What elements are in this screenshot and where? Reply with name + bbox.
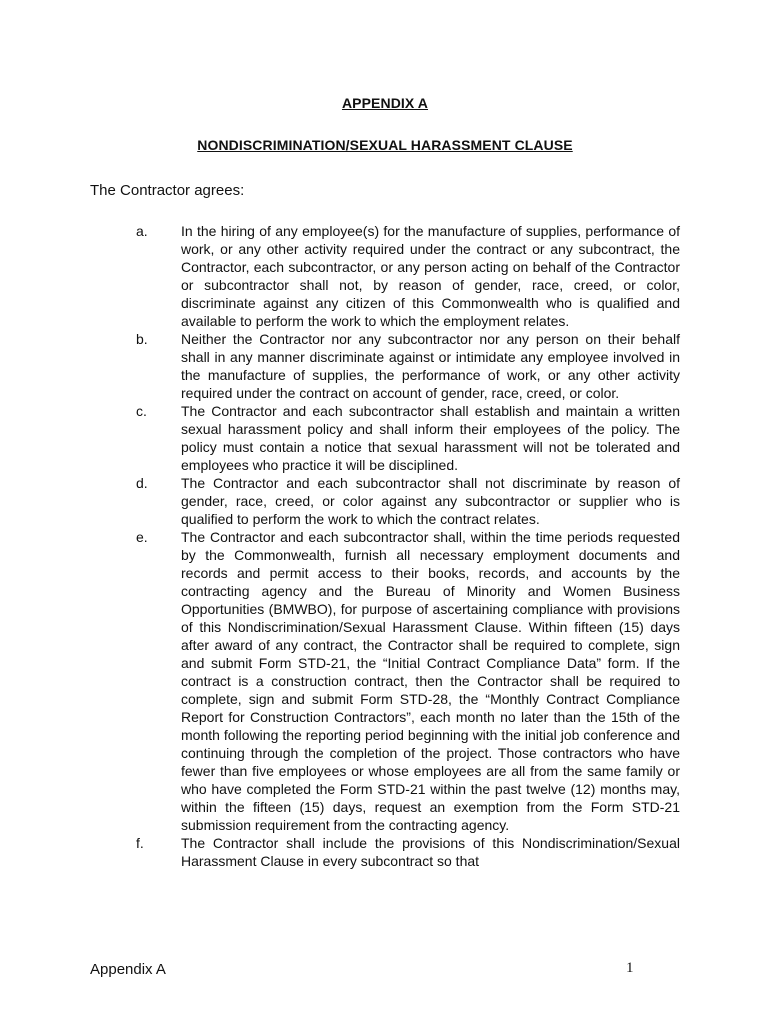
clause-e bbox=[136, 528, 680, 834]
clause-text: Neither the Contractor nor any subcontractor nor any person on their behalf shall in any manner discriminate against or intimidate any employee involved in the manufacture of supplies, the performance of work, or any other activity required under the contract on account of gender, race, creed, or color. bbox=[181, 331, 680, 401]
clause-marker: a. bbox=[136, 223, 148, 239]
clause-marker: f. bbox=[136, 835, 144, 851]
clause-f bbox=[136, 834, 680, 870]
footer-label: Appendix A bbox=[90, 961, 166, 978]
clause-marker: d. bbox=[136, 475, 148, 491]
clause-b bbox=[136, 330, 680, 402]
clause-title: NONDISCRIMINATION/SEXUAL HARASSMENT CLAUSE bbox=[197, 137, 573, 153]
clause-text: The Contractor and each subcontractor shall, within the time periods requested by the Commonwealth, furnish all necessary employment documents and records and permit access to their books, records, and accounts by the contracting agency and the Bureau of Minority and Women Business Opportunities (BMWBO), for purpose of ascertaining compliance with provisions of this Nondiscrimination/Sexual Harassment Clause. Within fifteen (15) days after award of any contract, the Contractor shall be required to complete, sign and submit Form STD-21, the “Initial Contract Compliance Data” form. If the contract is a construction contract, then the Contractor shall be required to complete, sign and submit Form STD-28, the “Monthly Contract Compliance Report for Construction Contractors”, each month no later than the 15th of the month following the reporting period beginning with the initial job conference and continuing through the completion of the project. Those contractors who have fewer than five employees or whose employees are all from the same family or who have completed the Form STD-21 within the past twelve (12) months may, within the fifteen (15) days, request an exemption from the Form STD-21 submission requirement from the contracting agency. bbox=[181, 529, 680, 833]
intro-text: The Contractor agrees: bbox=[90, 182, 245, 199]
page-title: APPENDIX A bbox=[341, 95, 429, 111]
clause-text: The Contractor and each subcontractor shall not discriminate by reason of gender, race, creed, or color against any subcontractor or supplier who is qualified to perform the work to which the contract relates. bbox=[181, 475, 680, 527]
clause-text: The Contractor shall include the provisions of this Nondiscrimination/Sexual Harassment Clause in every subcontract so that bbox=[181, 835, 680, 869]
clause-marker: b. bbox=[136, 331, 148, 347]
clause-c bbox=[136, 402, 680, 474]
clause-list bbox=[0, 222, 770, 870]
clause-a bbox=[136, 222, 680, 330]
clause-marker: c. bbox=[136, 403, 147, 419]
page-number: 1 bbox=[626, 960, 634, 976]
clause-marker: e. bbox=[136, 529, 148, 545]
clause-text: The Contractor and each subcontractor shall establish and maintain a written sexual harassment policy and shall inform their employees of the policy. The policy must contain a notice that sexual harassment will not be tolerated and employees who practice it will be disciplined. bbox=[181, 403, 680, 473]
clause-text: In the hiring of any employee(s) for the manufacture of supplies, performance of work, or any other activity required under the contract or any subcontract, the Contractor, each subcontractor, or any person acting on behalf of the Contractor or subcontractor shall not, by reason of gender, race, creed, or color, discriminate against any citizen of this Commonwealth who is qualified and available to perform the work to which the employment relates. bbox=[181, 223, 680, 329]
clause-d bbox=[136, 474, 680, 528]
